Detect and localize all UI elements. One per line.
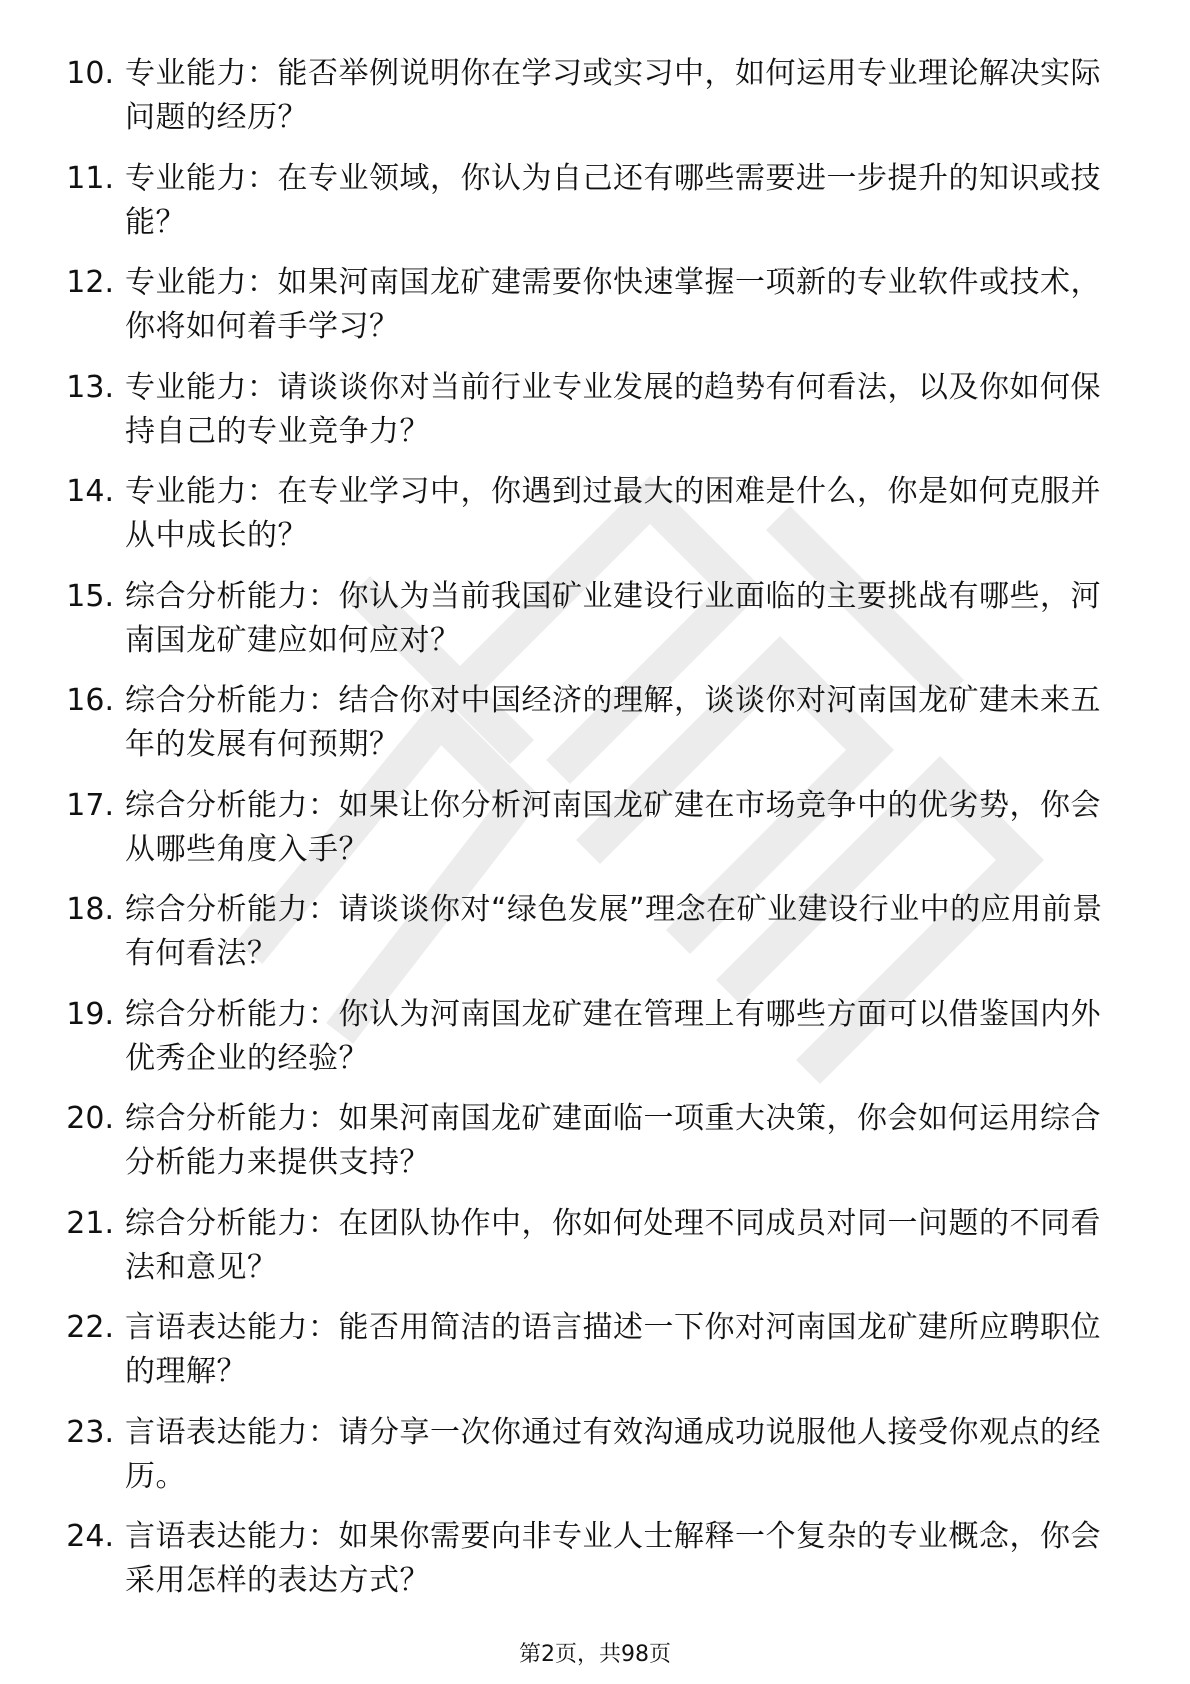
question-text: 综合分析能力：你认为当前我国矿业建设行业面临的主要挑战有哪些，河南国龙矿建应如何应对？ xyxy=(125,578,1101,658)
question-number: 13. xyxy=(66,369,114,405)
question-text: 专业能力：在专业领域，你认为自己还有哪些需要进一步提升的知识或技能？ xyxy=(125,160,1101,240)
question-text: 综合分析能力：如果河南国龙矿建面临一项重大决策，你会如何运用综合分析能力来提供支持？ xyxy=(125,1101,1101,1180)
question-text: 综合分析能力：如果让你分析河南国龙矿建在市场竞争中的优劣势，你会从哪些角度入手？ xyxy=(125,787,1101,867)
question-number: 23. xyxy=(66,1414,114,1450)
question-item-17 xyxy=(0,780,1190,885)
question-number: 24. xyxy=(66,1519,114,1554)
question-text: 综合分析能力：请谈谈你对“绿色发展”理念在矿业建设行业中的应用前景有何看法？ xyxy=(125,892,1103,971)
question-text: 专业能力：能否举例说明你在学习或实习中，如何运用专业理论解决实际问题的经历？ xyxy=(125,56,1101,135)
question-number: 22. xyxy=(66,1310,114,1345)
question-item-16 xyxy=(0,675,1190,780)
question-text: 言语表达能力：能否用简洁的语言描述一下你对河南国龙矿建所应聘职位的理解？ xyxy=(125,1310,1101,1389)
question-number: 14. xyxy=(66,474,114,509)
question-number: 18. xyxy=(66,892,114,927)
question-item-20 xyxy=(0,1093,1190,1198)
question-number: 19. xyxy=(66,996,114,1032)
page-number: 第2页，共98页 xyxy=(519,1642,671,1667)
question-text: 专业能力：如果河南国龙矿建需要你快速掌握一项新的专业软件或技术，你将如何着手学习？ xyxy=(125,265,1101,344)
question-item-22 xyxy=(0,1302,1190,1407)
question-number: 21. xyxy=(66,1205,114,1241)
question-item-14 xyxy=(0,466,1190,571)
question-text: 综合分析能力：结合你对中国经济的理解，谈谈你对河南国龙矿建未来五年的发展有何预期？ xyxy=(125,683,1101,762)
question-number: 20. xyxy=(66,1101,114,1136)
question-text: 综合分析能力：你认为河南国龙矿建在管理上有哪些方面可以借鉴国内外优秀企业的经验？ xyxy=(125,996,1101,1076)
question-item-19 xyxy=(0,989,1190,1094)
question-number: 10. xyxy=(66,56,114,91)
question-item-11 xyxy=(0,153,1190,258)
question-item-18 xyxy=(0,884,1190,989)
question-text: 言语表达能力：请分享一次你通过有效沟通成功说服他人接受你观点的经历。 xyxy=(125,1414,1101,1494)
question-list xyxy=(0,48,1190,1616)
question-number: 15. xyxy=(66,578,114,614)
question-number: 16. xyxy=(66,683,114,718)
question-number: 17. xyxy=(66,787,114,823)
question-text: 专业能力：在专业学习中，你遇到过最大的困难是什么，你是如何克服并从中成长的？ xyxy=(125,474,1101,553)
question-item-24 xyxy=(0,1511,1190,1616)
question-number: 11. xyxy=(66,160,114,196)
question-text: 言语表达能力：如果你需要向非专业人士解释一个复杂的专业概念，你会采用怎样的表达方式？ xyxy=(125,1519,1101,1598)
question-item-10 xyxy=(0,48,1190,153)
question-item-15 xyxy=(0,571,1190,676)
question-text: 专业能力：请谈谈你对当前行业专业发展的趋势有何看法，以及你如何保持自己的专业竞争力？ xyxy=(125,369,1101,449)
question-item-12 xyxy=(0,257,1190,362)
question-number: 12. xyxy=(66,265,114,300)
question-text: 综合分析能力：在团队协作中，你如何处理不同成员对同一问题的不同看法和意见？ xyxy=(125,1205,1101,1285)
question-item-13 xyxy=(0,362,1190,467)
question-item-21 xyxy=(0,1198,1190,1303)
question-item-23 xyxy=(0,1407,1190,1512)
